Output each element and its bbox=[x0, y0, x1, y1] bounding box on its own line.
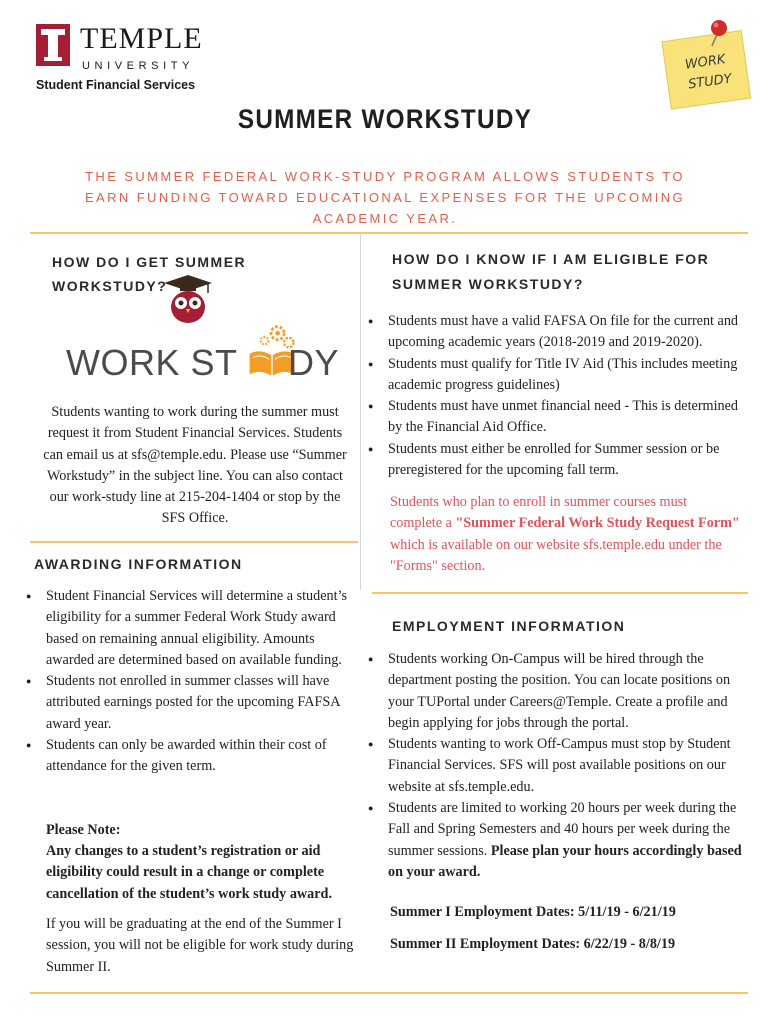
column-divider bbox=[360, 234, 361, 590]
work-study-logo-right: DY bbox=[288, 342, 340, 383]
eligibility-item-2: ● Students must qualify for Title IV Aid (This includes meeting academic progress guidelines) bbox=[366, 354, 750, 397]
employment-list bbox=[366, 649, 750, 883]
eligibility-item-4: ● Students must either be enrolled for Summer session or be preregistered for the upcoming fall term. bbox=[366, 439, 750, 482]
divider-awarding bbox=[30, 541, 358, 543]
summer2-dates: Summer II Employment Dates: 6/22/19 - 8/8/19 bbox=[390, 936, 676, 952]
work-study-logo bbox=[66, 316, 340, 386]
awarding-list bbox=[24, 586, 358, 778]
awarding-heading: AWARDING INFORMATION bbox=[34, 556, 243, 572]
divider-bottom bbox=[30, 992, 748, 994]
work-study-sticky-note bbox=[656, 18, 754, 110]
employment-item-1: ● Students working On-Campus will be hired through the department posting the position. You can locate positions on your TUPortal under Careers@Temple. Create a profile and begin applying for jobs through the portal. bbox=[366, 649, 750, 734]
awarding-item-2: ● Students not enrolled in summer classes will have attributed earnings posted for the upcoming FAFSA award year. bbox=[24, 671, 358, 735]
employment-item-3 bbox=[366, 798, 750, 883]
please-note-label: Please Note: bbox=[46, 822, 121, 838]
divider-employment bbox=[372, 592, 748, 594]
divider-top bbox=[30, 232, 748, 234]
employment-item-3-text: Students are limited to working 20 hours per week during the Fall and Spring Semesters and 40 hours per week during the summer sessions. bbox=[388, 800, 737, 859]
summer1-dates: Summer I Employment Dates: 5/11/19 - 6/21/19 bbox=[390, 904, 676, 920]
logo-university: UNIVERSITY bbox=[82, 60, 195, 72]
page-subtitle: THE SUMMER FEDERAL WORK-STUDY PROGRAM ALLOWS STUDENTS TO EARN FUNDING TOWARD EDUCATIONAL EXPENSES FOR THE UPCOMING ACADEMIC YEAR. bbox=[84, 169, 686, 226]
eligibility-item-3: ● Students must have unmet financial need - This is determined by the Financial Aid Office. bbox=[366, 396, 750, 439]
graduating-note: If you will be graduating at the end of the Summer I session, you will not be eligible for work study during Summer II. bbox=[46, 916, 354, 975]
sticky-note-line2: STUDY bbox=[687, 71, 733, 93]
temple-logo bbox=[36, 20, 226, 100]
request-form-note-pre: Students who plan to enroll in summer courses must complete a bbox=[390, 494, 688, 532]
department-name: Student Financial Services bbox=[36, 78, 196, 92]
employment-item-3-bold: Please plan your hours accordingly based on your award. bbox=[388, 842, 742, 880]
get-workstudy-heading: HOW DO I GET SUMMER WORKSTUDY? bbox=[52, 254, 247, 294]
request-form-note bbox=[390, 492, 740, 577]
eligibility-heading: HOW DO I KNOW IF I AM ELIGIBLE FOR SUMMER WORKSTUDY? bbox=[392, 251, 710, 292]
employment-item-2: ● Students wanting to work Off-Campus must stop by Student Financial Services. SFS will post available positions on our website at sfs.temple.edu. bbox=[366, 734, 750, 798]
awarding-item-3: ● Students can only be awarded within their cost of attendance for the given term. bbox=[24, 735, 358, 778]
eligibility-item-1: ● Students must have a valid FAFSA On file for the current and upcoming academic years (2018-2019 and 2019-2020). bbox=[366, 311, 750, 354]
temple-t-icon bbox=[36, 24, 70, 66]
request-form-note-post: which is available on our website sfs.temple.edu under the "Forms" section. bbox=[390, 536, 722, 574]
get-workstudy-text: Students wanting to work during the summer must request it from Student Financial Services. Students can email us at sfs@temple.edu. Please use “Summer Workstudy” in the subject line. You can also contact our work-study line at 215-204-1404 or stop by the SFS Office. bbox=[43, 404, 347, 527]
work-study-logo-left: WORK ST bbox=[66, 342, 238, 383]
eligibility-list bbox=[366, 311, 750, 481]
logo-name: TEMPLE bbox=[80, 22, 203, 55]
sticky-note-line1: WORK bbox=[684, 52, 727, 73]
awarding-item-1: ● Student Financial Services will determine a student’s eligibility for a summer Federal Work Study award based on remaining annual eligibility. Amounts awarded are determined based on available funding. bbox=[24, 586, 358, 671]
employment-heading: EMPLOYMENT INFORMATION bbox=[392, 618, 626, 634]
request-form-name: "Summer Federal Work Study Request Form" bbox=[455, 515, 740, 532]
please-note-text: Any changes to a student’s registration or aid eligibility could result in a change or complete cancellation of the student’s work study award. bbox=[46, 843, 332, 902]
page-title: SUMMER WORKSTUDY bbox=[237, 104, 533, 134]
